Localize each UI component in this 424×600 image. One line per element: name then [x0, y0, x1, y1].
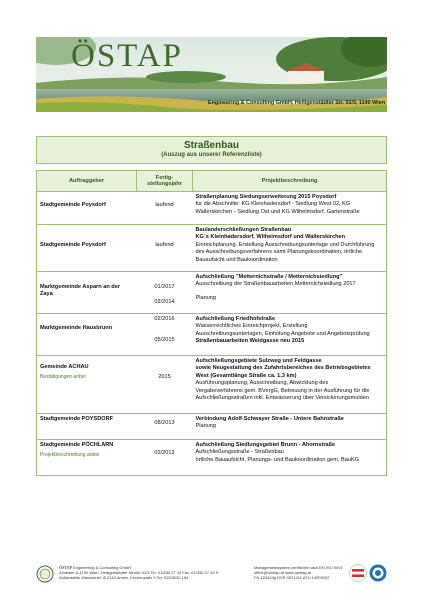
- table-row: [37, 314, 387, 356]
- project-title: Aufschließungsgebiete Sulzweg und Feldgasse: [195, 358, 322, 364]
- cell-year: [137, 272, 193, 314]
- project-subtitle: sowie Neugestaltung des Zufahrtsbereiches des Betriebsgebietes: [195, 365, 371, 372]
- reference-table: [36, 170, 387, 476]
- footer-brand: ÖSTAP: [59, 565, 73, 570]
- project-line: des Ausschreibungsverfahrens samt Planungskoordination, örtliche: [195, 249, 363, 256]
- column-header-description: Projektbeschreibung: [193, 171, 387, 192]
- project-subtitle: KG´s Kleinhadersdorf, Wilhelmsdorf und Walterskirchen: [195, 234, 346, 241]
- table-row: [37, 272, 387, 314]
- project-line: Vergabeverfahrens gem. BVergG, Betreuung in der Ausführung für die: [195, 387, 370, 394]
- year-value: 2015: [158, 374, 171, 380]
- footer-address-line: Außenstelle Weinviertel: A-2143 Ameis, Kirchenplatz 9 Tel: 02526/20 184: [59, 575, 189, 580]
- cell-year: [137, 440, 193, 476]
- company-seal-icon: [36, 565, 54, 583]
- cell-client: [37, 440, 137, 476]
- cell-client: [37, 272, 137, 314]
- certification-badges: [349, 564, 387, 582]
- client-note: Bestätigungen anbei: [40, 374, 86, 381]
- cell-year: [137, 356, 193, 414]
- year-value: 02/2013: [154, 450, 175, 456]
- footer-brand-rest: Engineering & Consulting GmbH: [73, 565, 131, 570]
- certification-seal-icon: [369, 564, 387, 582]
- cell-client: [37, 225, 137, 272]
- year-value: 02/2014: [154, 299, 175, 306]
- year-value: 08/2013: [154, 420, 175, 426]
- project-title: Straßenbauarbeiten Weidgasse neu 2015: [195, 338, 305, 345]
- client-name: Stadtgemeinde Poysdorf: [40, 202, 106, 208]
- cell-client: [37, 414, 137, 440]
- project-line: Wasserrechtliches Einreichprojekt, Erstellung: [195, 323, 308, 330]
- year-value: 02/2016: [154, 316, 175, 322]
- table-row: [37, 414, 387, 440]
- client-name: Stadtgemeinde Poysdorf: [40, 242, 106, 248]
- client-name: Gemeinde ACHAU: [40, 364, 89, 370]
- year-value: laufend: [155, 202, 174, 208]
- project-line: Ausführungsplanung, Ausschreibung, Abwicklung des: [195, 380, 329, 387]
- section-subtitle: (Auszug aus unserer Referenzliste): [161, 152, 262, 158]
- cell-description: [193, 192, 387, 225]
- project-title: Verbindung Adolf-Schwayer Straße - Untere Bahnstraße: [195, 416, 344, 422]
- cell-description: [193, 356, 387, 414]
- table-row: [37, 440, 387, 476]
- project-title: Aufschließung Friedhofstraße: [195, 316, 276, 322]
- section-title-box: [36, 136, 387, 164]
- project-title: Baulanderschließungen Straßenbau: [195, 227, 292, 233]
- project-line: Planung: [195, 423, 217, 430]
- cell-year: [137, 414, 193, 440]
- project-line: für die Abschnitte: KG Kleinhadersdorf - Siedlung West 02, KG: [195, 201, 351, 208]
- table-row: [37, 192, 387, 225]
- project-title: Aufschließung "Metternichstraße / Metternichsiedlung": [195, 274, 343, 280]
- footer-address-line: Zentrale: A-1190 Wien, Heiligenstädter Straße 51/3 Tel: 01/330 27 43 Fax: 01/330 27 43 9: [59, 570, 218, 575]
- footer-address: [59, 565, 218, 580]
- table-header-row: [37, 171, 387, 192]
- company-logo: ÖSTAP: [71, 38, 183, 74]
- table-row: [37, 225, 387, 272]
- project-line: Aufschließungsstraße - Straßenbau: [195, 449, 284, 456]
- project-line: Planung: [195, 294, 217, 301]
- cell-client: [37, 314, 137, 356]
- cell-description: [193, 272, 387, 314]
- cell-description: [193, 414, 387, 440]
- project-subtitle: West (Gesamtlänge Straße ca. 1,3 km): [195, 372, 297, 379]
- cell-description: [193, 225, 387, 272]
- footer-registration: FN 125424g DVR 0571211 ATU 14909202: [254, 575, 330, 580]
- cell-client: [37, 356, 137, 414]
- cell-client: [37, 192, 137, 225]
- table-row: [37, 356, 387, 414]
- austria-flag-icon: [349, 564, 367, 582]
- year-value: laufend: [155, 242, 174, 248]
- footer-contact: [254, 565, 343, 580]
- column-header-year: Fertig-stellungsjahr: [137, 171, 193, 192]
- cell-year: [137, 192, 193, 225]
- page-footer: [36, 564, 387, 586]
- project-line: Bauaufsicht und Baukoordination: [195, 256, 278, 263]
- cell-year: [137, 225, 193, 272]
- cell-description: [193, 314, 387, 356]
- client-name: Marktgemeinde Hausbrunn: [40, 325, 113, 331]
- project-line: Ausschreibung der Straßenbauarbeiten Metternichsiedlung 2017: [195, 281, 356, 288]
- project-line: Ausschreibungsunterlagen, Einholung Angebote und Angebotsprüfung: [195, 330, 370, 337]
- cell-description: [193, 440, 387, 476]
- project-title: Straßenplanung Siedungserweiterung 2015 Poysdorf: [195, 194, 337, 200]
- footer-contact-line: office@oestap.at www.oestap.at: [254, 570, 312, 575]
- column-header-client: Auftraggeber: [37, 171, 137, 192]
- client-name: Marktgemeinde Asparn an der Zaya: [40, 284, 120, 298]
- project-line: Einreichplanung, Erstellung Ausschreibungsunterlage und Durchführung: [195, 241, 375, 248]
- year-value: 05/2015: [154, 337, 175, 344]
- company-address-line: Engineering & Consulting GmbH, Heiligenstädter Str. 51/3, 1190 Wien: [208, 100, 385, 106]
- project-line: Aufschließungsstraßen inkl. Entwässerung über Versickerungsmulden: [195, 395, 369, 402]
- client-name: Stadtgemeinde POYSDORF: [40, 416, 114, 422]
- client-note: Projektbeschreibung anbei: [40, 452, 100, 459]
- project-title: Aufschließung Siedlungsgebiet Brunn - Ahornstraße: [195, 442, 336, 448]
- footer-certification: Managementsystem zertifiziert nach EN ISO 9001: [254, 565, 343, 570]
- year-value: 01/2017: [154, 284, 175, 290]
- section-title: Straßenbau: [183, 140, 239, 151]
- project-line: Walterskirchen - Siedlung Ost und KG Wilhelmsdorf, Gartenstraße: [195, 208, 360, 215]
- project-line: örtliche Bauaufsicht, Planungs- und Baukoordination gem. BauKG: [195, 456, 360, 463]
- client-name: Stadtgemeinde PÖCHLARN: [40, 442, 114, 448]
- cell-year: [137, 314, 193, 356]
